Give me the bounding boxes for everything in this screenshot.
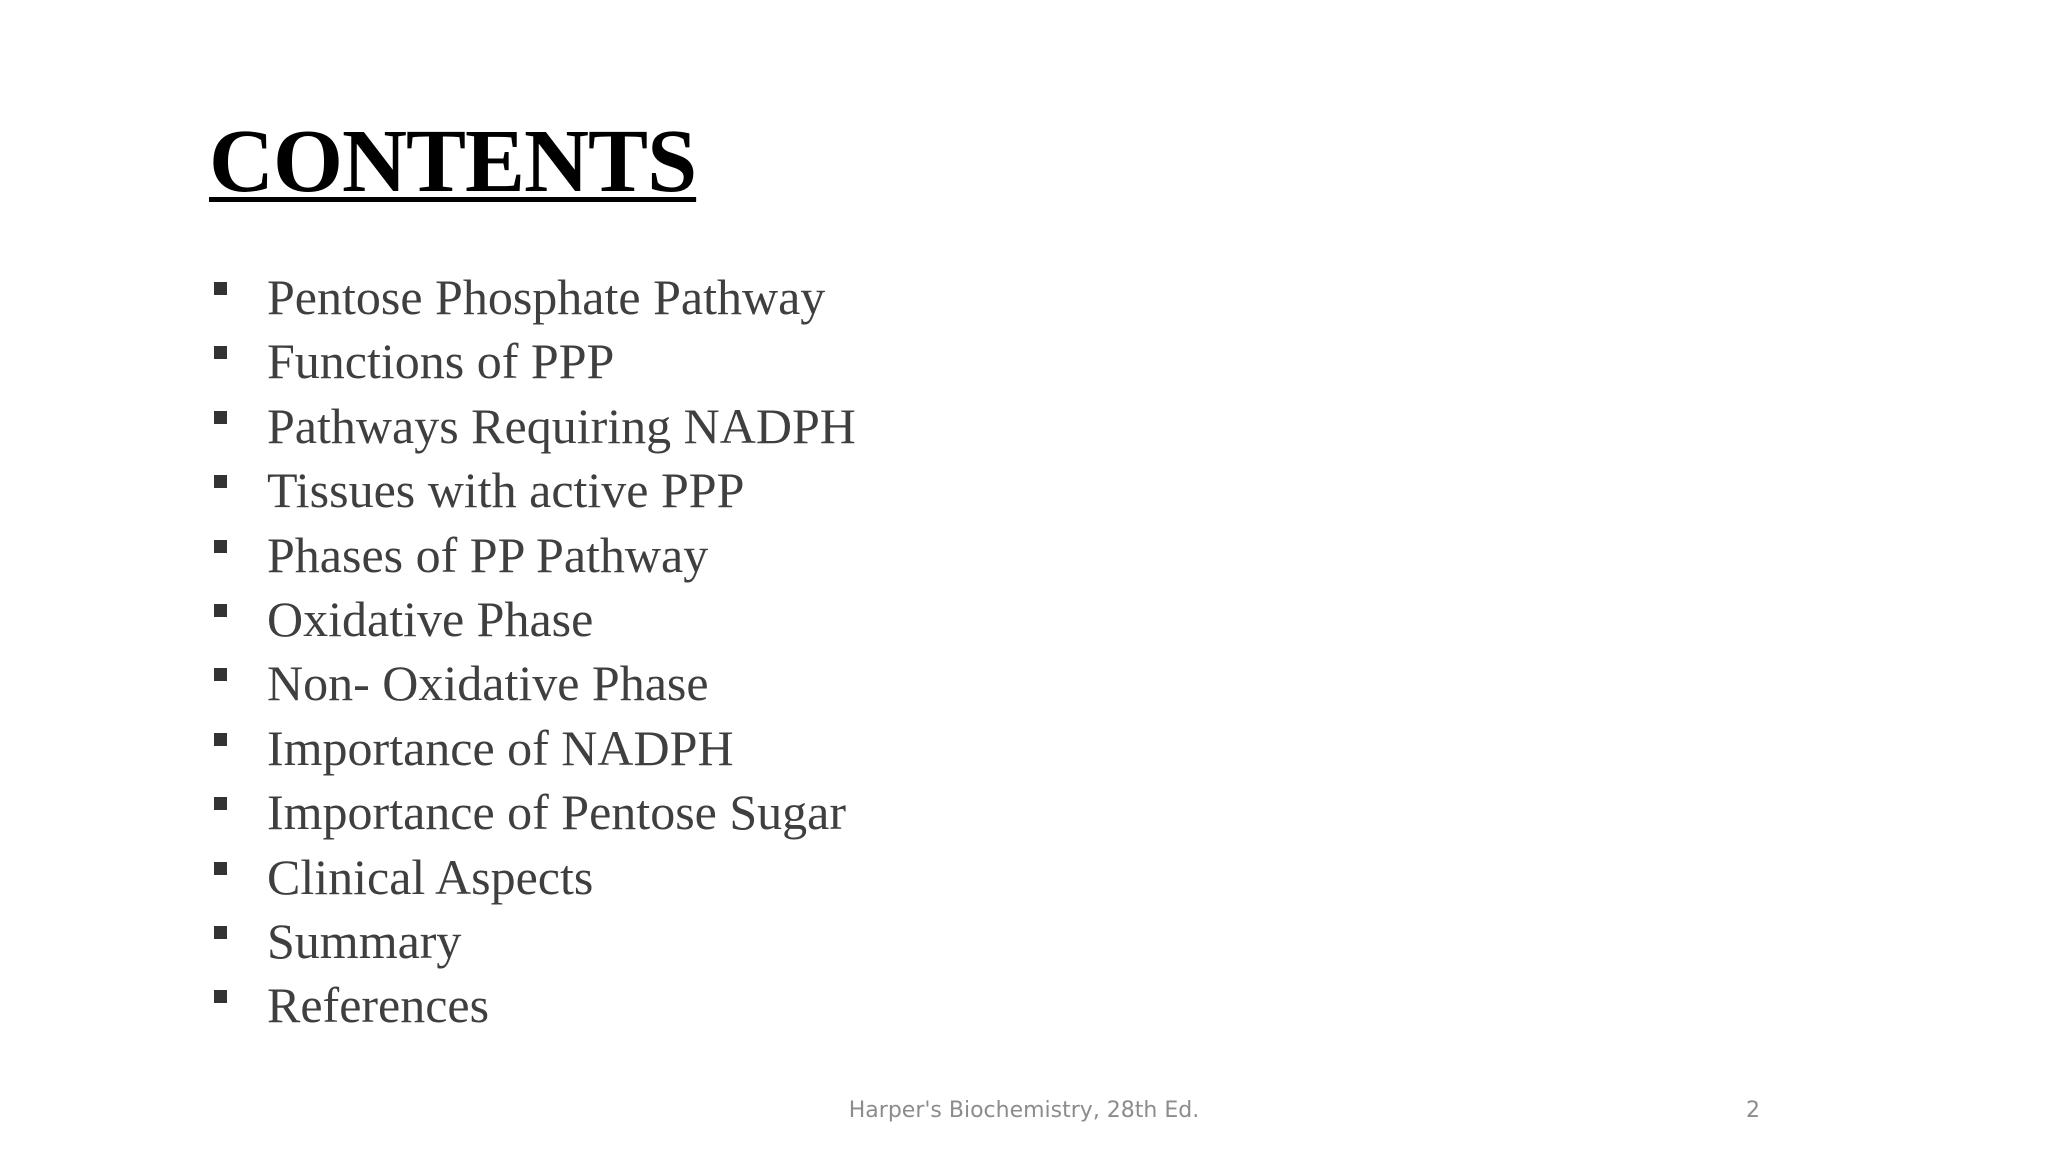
- list-item-text: Pentose Phosphate Pathway: [267, 269, 826, 325]
- square-bullet-icon: [214, 282, 227, 295]
- square-bullet-icon: [214, 411, 227, 424]
- contents-list: [209, 265, 856, 1038]
- square-bullet-icon: [214, 926, 227, 939]
- list-item: [209, 523, 856, 587]
- square-bullet-icon: [214, 862, 227, 875]
- page-number: 2: [1746, 1098, 1760, 1123]
- square-bullet-icon: [214, 346, 227, 359]
- footer-text: Harper's Biochemistry, 28th Ed.: [848, 1098, 1200, 1123]
- square-bullet-icon: [214, 475, 227, 488]
- square-bullet-icon: [214, 990, 227, 1003]
- square-bullet-icon: [214, 604, 227, 617]
- list-item: [209, 909, 856, 973]
- square-bullet-icon: [214, 668, 227, 681]
- square-bullet-icon: [214, 733, 227, 746]
- list-item-text: Importance of Pentose Sugar: [267, 784, 847, 841]
- list-item-text: Oxidative Phase: [267, 590, 594, 647]
- list-item-text: References: [267, 977, 490, 1034]
- list-item-text: Clinical Aspects: [267, 848, 594, 905]
- slide-title: CONTENTS: [209, 112, 697, 211]
- list-item: [209, 394, 856, 458]
- list-item-text: Summary: [267, 912, 462, 969]
- list-item-text: Functions of PPP: [267, 333, 615, 390]
- list-item-text: Non- Oxidative Phase: [267, 655, 709, 712]
- list-item: [209, 587, 856, 651]
- list-item: [209, 845, 856, 909]
- list-item-text: Pathways Requiring NADPH: [267, 397, 856, 454]
- square-bullet-icon: [214, 797, 227, 810]
- list-item: [209, 651, 856, 715]
- list-item: [209, 716, 856, 780]
- list-item: [209, 265, 856, 329]
- list-item-text: Phases of PP Pathway: [267, 526, 709, 583]
- list-item-text: Tissues with active PPP: [267, 462, 745, 519]
- list-item: [209, 458, 856, 522]
- list-item: [209, 329, 856, 393]
- square-bullet-icon: [214, 540, 227, 553]
- list-item: [209, 780, 856, 844]
- list-item-text: Importance of NADPH: [267, 719, 734, 776]
- list-item: [209, 973, 856, 1037]
